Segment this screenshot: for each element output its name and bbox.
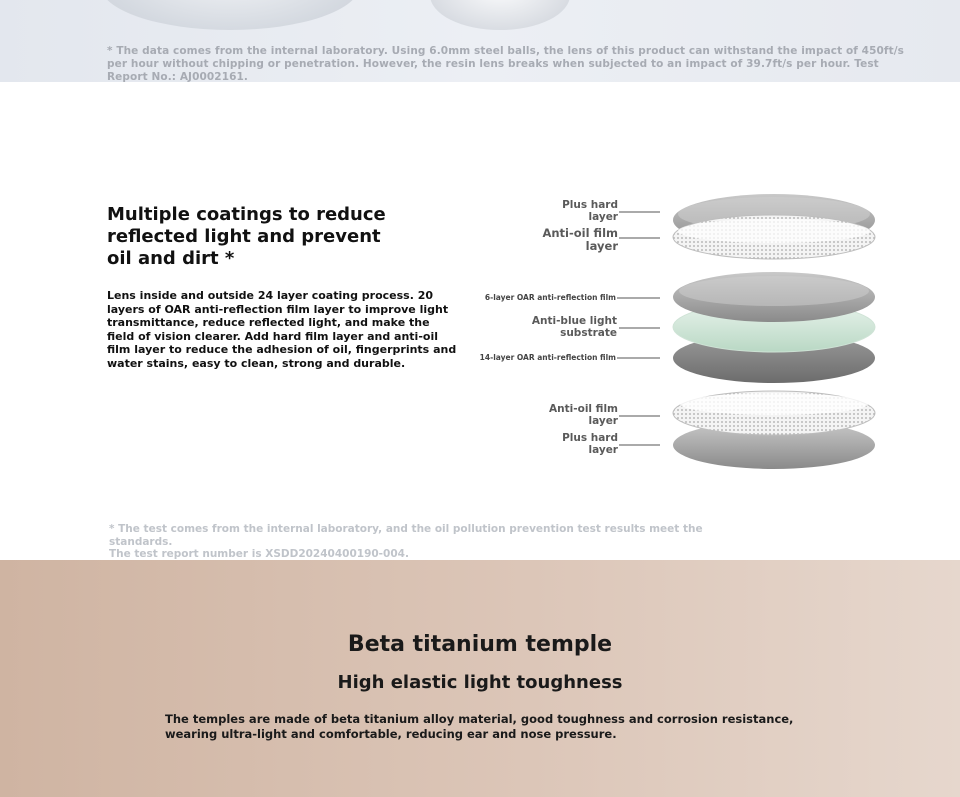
lens-anti-oil-top (673, 215, 875, 259)
label-anti-blue: Anti-blue light substrate (531, 315, 617, 339)
coatings-description: Lens inside and outside 24 layer coating process. 20 layers of OAR anti-reflection film layer to improve light transmittance, reduce reflected light, and make the field of vision clearer. Add hard film layer and anti-oil film layer to reduce the adhesion of oil, fingerprints and water stains, easy to clean, strong and durable. (107, 289, 457, 370)
lens-anti-oil-bottom (673, 391, 875, 435)
impact-test-note: * The data comes from the internal laboratory. Using 6.0mm steel balls, the lens of this product can withstand the impact of 450ft/s per hour without chipping or penetration. However, the resin lens breaks when subjected to an impact of 39.7ft/s per hour. Test Report No.: AJ0002161. (107, 45, 904, 83)
temple-title: Beta titanium temple (347, 632, 613, 657)
lens-plus-hard-top (673, 194, 875, 246)
lens-anti-blue (673, 302, 875, 352)
label-oar-6: 6-layer OAR anti-reflection film (484, 293, 616, 302)
label-plus-hard-top: Plus hard layer (562, 199, 618, 223)
lens-oar-14 (673, 333, 875, 383)
temple-description: The temples are made of beta titanium alloy material, good toughness and corrosion resistance, wearing ultra-light and comfortable, reducing ear and nose pressure. (165, 712, 794, 741)
oil-test-note-line1: * The test comes from the internal laboratory, and the oil pollution prevention test results meet the standards. (109, 523, 703, 548)
lens-oar-6 (673, 272, 875, 322)
coatings-title: Multiple coatings to reduce reflected light and prevent oil and dirt * (107, 204, 386, 269)
lens-image-fragment (100, 0, 360, 30)
label-oar-14: 14-layer OAR anti-reflection film (479, 353, 616, 362)
oil-test-note (109, 523, 729, 561)
label-anti-oil-bottom: Anti-oil film layer (549, 403, 618, 427)
lens-plus-hard-bottom (673, 421, 875, 469)
temple-subtitle: High elastic light toughness (337, 672, 623, 693)
oil-test-note-line2: The test report number is XSDD20240400190-004. (109, 548, 409, 561)
label-anti-oil-top: Anti-oil film layer (542, 226, 618, 253)
label-plus-hard-bottom: Plus hard layer (562, 432, 618, 456)
steel-ball-image-fragment (430, 0, 570, 30)
